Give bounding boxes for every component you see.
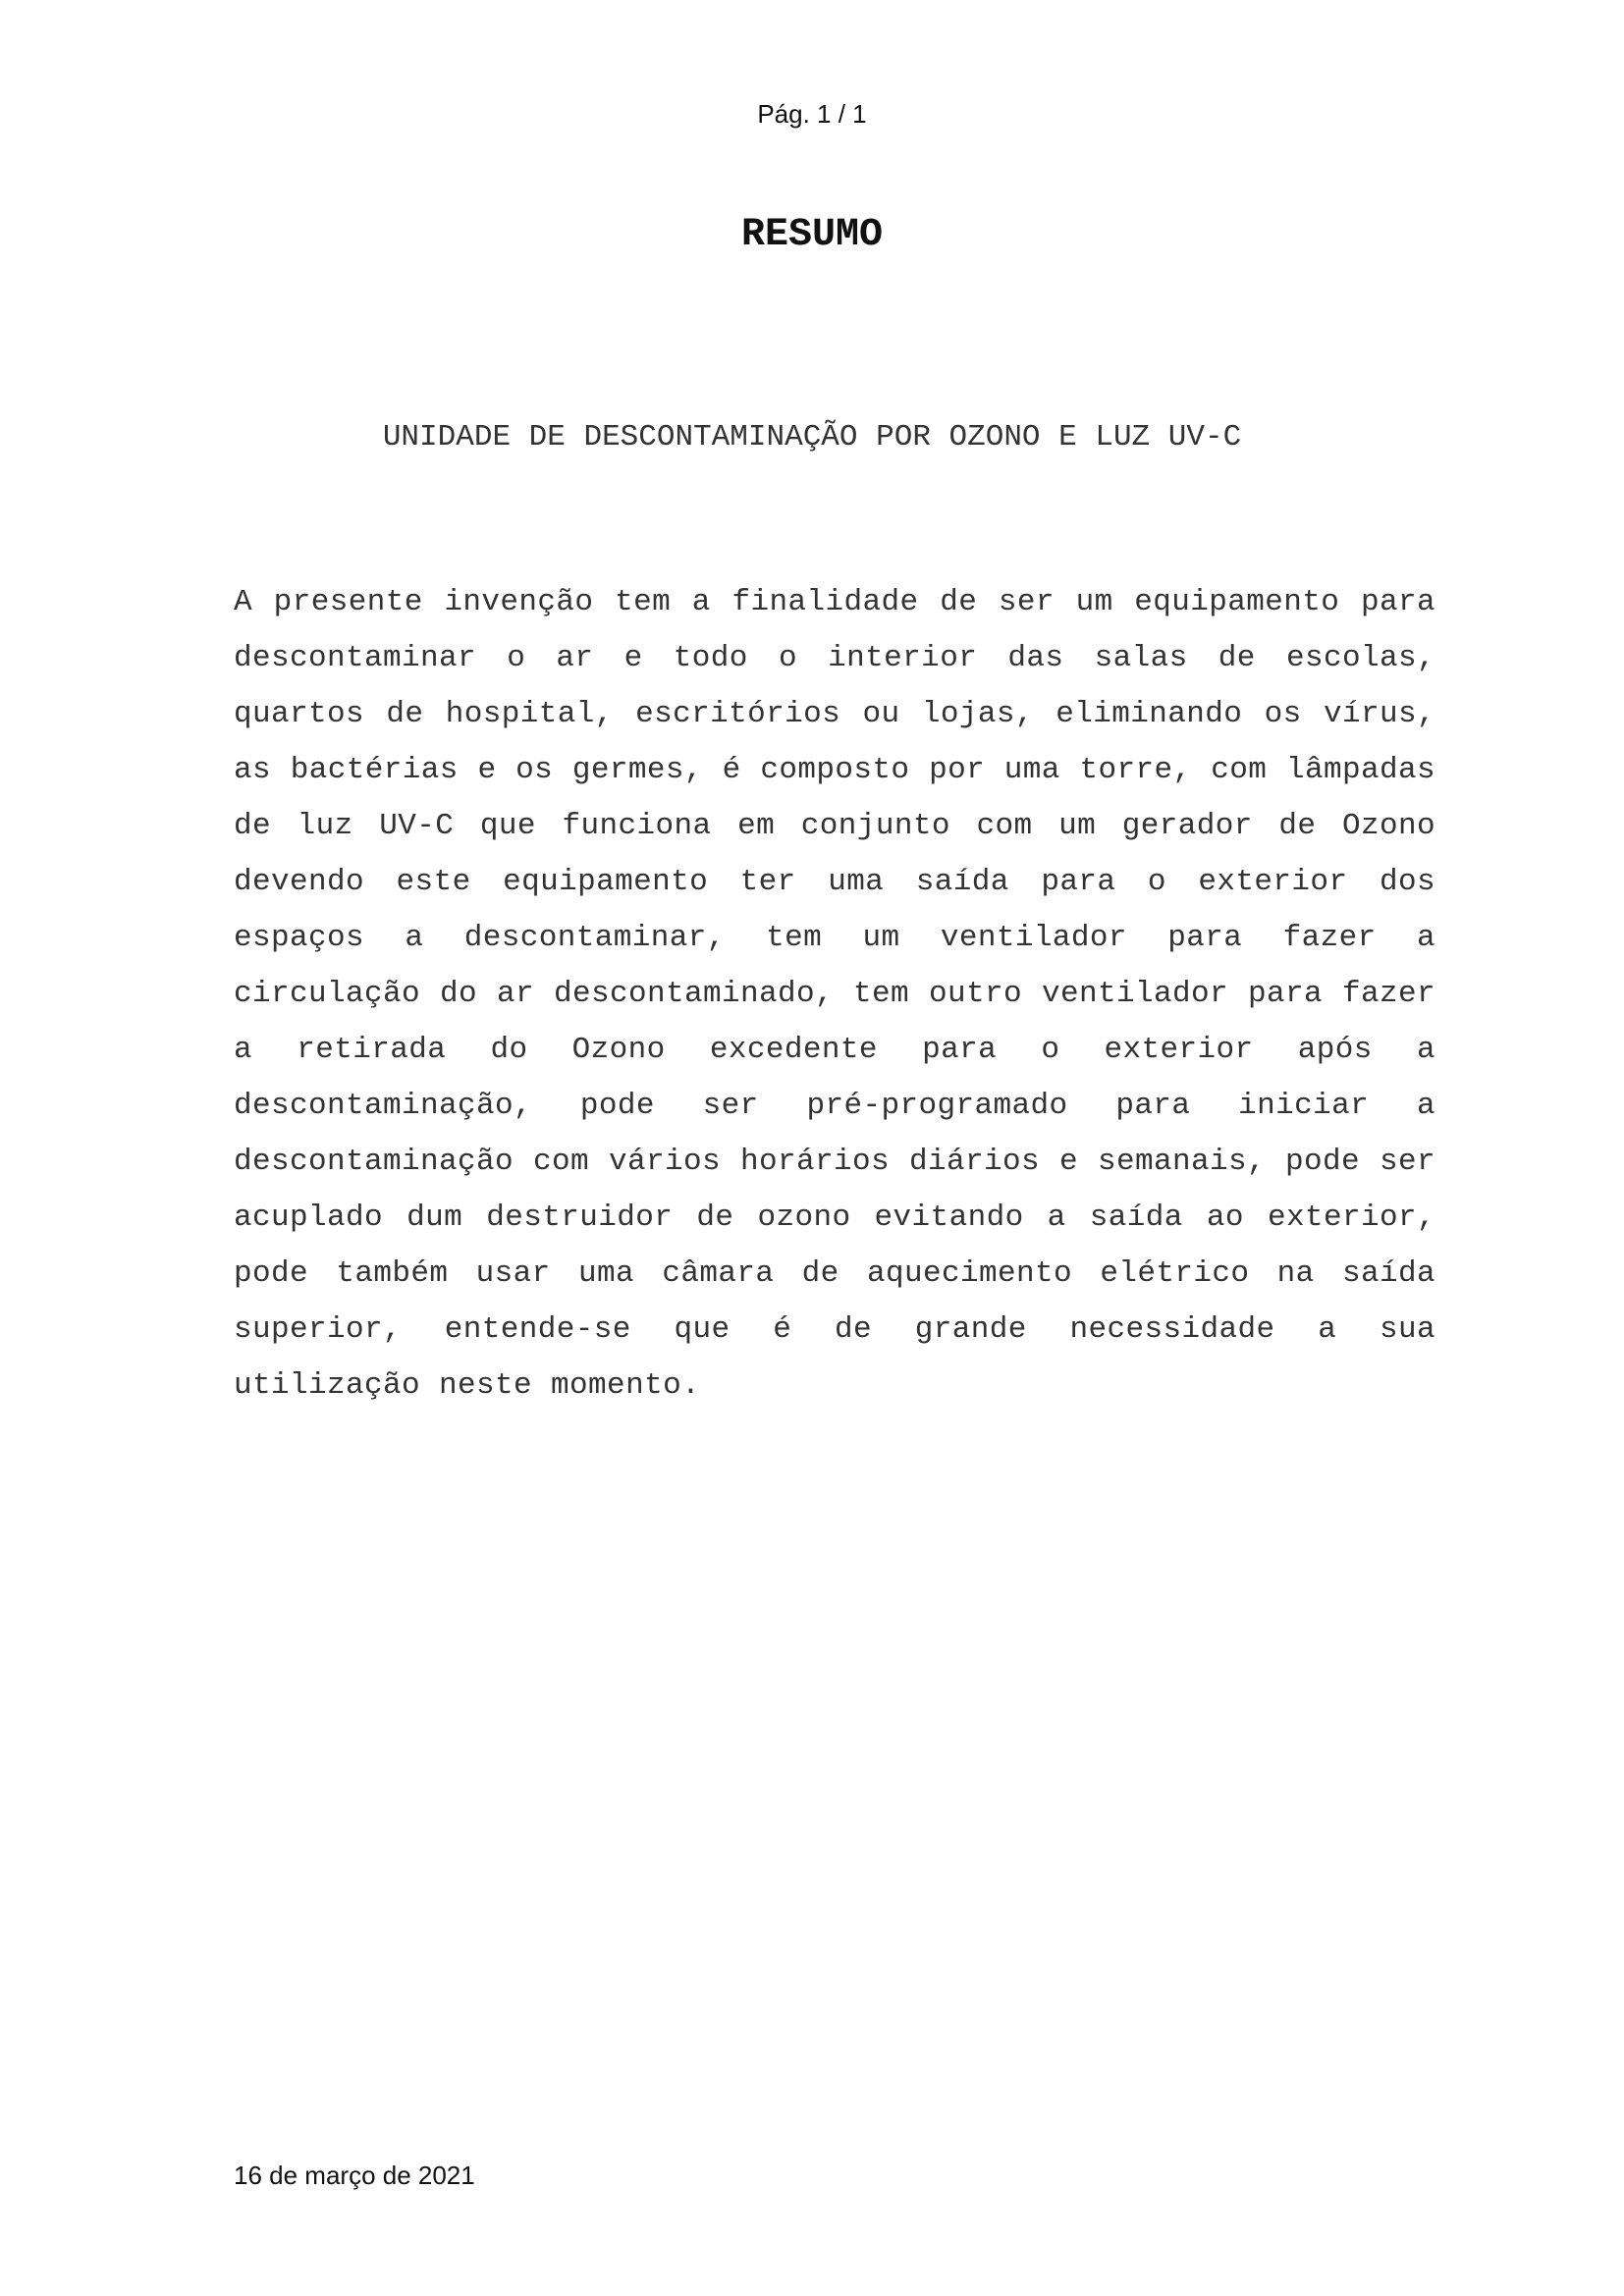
document-title: UNIDADE DE DESCONTAMINAÇÃO POR OZONO E LUZ UV-C — [382, 420, 1242, 454]
page-number: Pág. 1 / 1 — [757, 99, 867, 129]
abstract-paragraph: A presente invenção tem a finalidade de ser um equipamento para descontaminar o ar e todo o interior das salas de escolas, quartos de hospital, escritórios ou lojas, eliminando os vírus, as bactérias e os germes, é composto por uma torre, com lâmpadas de luz UV-C que funciona em conjunto com um gerador de Ozono devendo este equipamento ter uma saída para o exterior dos espaços a descontaminar, tem um ventilador para fazer a circulação do ar descontaminado, tem outro ventilador para fazer a retirada do Ozono excedente para o exterior após a descontaminação, pode ser pré-programado para iniciar a descontaminação com vários horários diários e semanais, pode ser acuplado dum destruidor de ozono evitando a saída ao exterior, pode também usar uma câmara de aquecimento elétrico na saída superior, entende-se que é de grande necessidade a sua utilização neste momento. — [234, 585, 1435, 1403]
document-heading: RESUMO — [740, 213, 884, 257]
footer-date: 16 de março de 2021 — [234, 2161, 475, 2190]
